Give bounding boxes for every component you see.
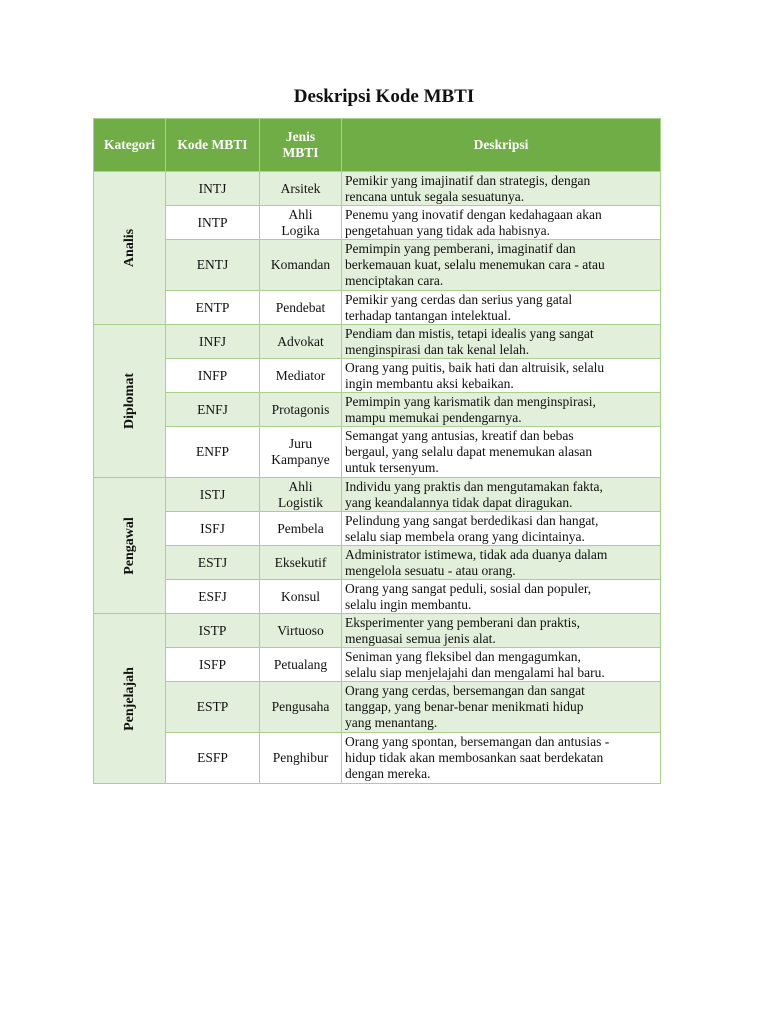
mbti-type-cell (260, 614, 342, 648)
description-line: mampu memukai pendengarnya. (345, 409, 522, 425)
category-cell (94, 172, 166, 325)
header-type-line: MBTI (282, 145, 319, 160)
mbti-code-cell: INFJ (166, 325, 260, 359)
description-line: selalu siap menjelajahi dan mengalami hal baru. (345, 664, 605, 680)
mbti-type-cell (260, 172, 342, 206)
description-cell (342, 240, 661, 291)
mbti-code-cell: ENFJ (166, 393, 260, 427)
mbti-code-cell: ISFJ (166, 512, 260, 546)
mbti-code-cell: INFP (166, 359, 260, 393)
mbti-type-cell (260, 427, 342, 478)
description-line: berkemauan kuat, selalu menemukan cara - atau (345, 257, 605, 272)
table-row (94, 733, 661, 784)
description-line: Pemikir yang imajinatif dan strategis, dengan (345, 172, 591, 188)
description-line: Seniman yang fleksibel dan mengagumkan, (345, 648, 581, 664)
mbti-type-line: Pengusaha (271, 699, 330, 714)
description-line: ingin membantu aksi kebaikan. (345, 375, 514, 391)
description-cell (342, 478, 661, 512)
mbti-type-line: Komandan (270, 257, 331, 272)
category-label: Pengawal (121, 516, 137, 575)
mbti-type-line: Logika (281, 222, 320, 238)
description-line: Orang yang spontan, bersemangan dan antusias - (345, 734, 610, 749)
category-label: Penjelajah (121, 666, 137, 731)
table-row (94, 648, 661, 682)
description-cell (342, 325, 661, 359)
description-line: Administrator istimewa, tidak ada duanya dalam (345, 546, 608, 562)
description-line: Pemikir yang cerdas dan serius yang gatal (345, 291, 573, 307)
table-row (94, 206, 661, 240)
header-category: Kategori (94, 119, 166, 172)
description-line: yang menantang. (345, 715, 438, 730)
category-cell (94, 478, 166, 614)
header-type (260, 119, 342, 172)
mbti-type-line: Logistik (277, 494, 323, 510)
mbti-code-cell: ISFP (166, 648, 260, 682)
mbti-code-cell: ESFP (166, 733, 260, 784)
mbti-code-cell: ENTP (166, 291, 260, 325)
mbti-type-cell (260, 546, 342, 580)
description-cell (342, 512, 661, 546)
description-line: Pemimpin yang pemberani, imaginatif dan (345, 241, 576, 256)
mbti-code-cell: ESTP (166, 682, 260, 733)
mbti-type-line: Mediator (275, 367, 326, 383)
description-line: Orang yang cerdas, bersemangan dan sangat (345, 683, 585, 698)
table-row (94, 393, 661, 427)
mbti-type-line: Advokat (277, 333, 324, 349)
mbti-type-cell (260, 325, 342, 359)
description-cell (342, 733, 661, 784)
description-cell (342, 580, 661, 614)
mbti-type-cell (260, 733, 342, 784)
mbti-type-line: Ahli (288, 478, 313, 494)
mbti-type-line: Juru (288, 436, 313, 451)
mbti-type-line: Petualang (273, 656, 328, 672)
table-row (94, 427, 661, 478)
table-row (94, 325, 661, 359)
mbti-type-cell (260, 512, 342, 546)
mbti-type-cell (260, 682, 342, 733)
mbti-type-line: Virtuoso (277, 622, 324, 638)
description-line: Individu yang praktis dan mengutamakan fakta, (345, 478, 603, 494)
description-line: terhadap tantangan intelektual. (345, 307, 512, 323)
description-cell (342, 359, 661, 393)
description-line: yang keandalannya tidak dapat diragukan. (345, 494, 573, 510)
description-line: menginspirasi dan tak kenal lelah. (345, 341, 530, 357)
description-line: menciptakan cara. (345, 273, 444, 288)
description-cell (342, 546, 661, 580)
description-cell (342, 206, 661, 240)
category-cell (94, 614, 166, 784)
mbti-code-cell: INTJ (166, 172, 260, 206)
description-line: hidup tidak akan membosankan saat berdekatan (345, 750, 604, 765)
description-cell (342, 648, 661, 682)
table-row (94, 682, 661, 733)
description-line: untuk tersenyum. (345, 460, 439, 475)
description-line: rencana untuk segala sesuatunya. (345, 188, 525, 204)
description-line: selalu siap membela orang yang dicintainya. (345, 528, 585, 544)
category-cell (94, 325, 166, 478)
description-line: dengan mereka. (345, 766, 431, 781)
mbti-table (93, 118, 661, 784)
table-header-row (94, 119, 661, 172)
header-code: Kode MBTI (166, 119, 260, 172)
document-title: Deskripsi Kode MBTI (293, 86, 475, 107)
mbti-type-line: Konsul (280, 588, 320, 604)
mbti-code-cell: ESTJ (166, 546, 260, 580)
description-cell (342, 291, 661, 325)
table-row (94, 546, 661, 580)
mbti-type-cell (260, 359, 342, 393)
description-line: Eksperimenter yang pemberani dan praktis, (345, 614, 581, 630)
description-line: menguasai semua jenis alat. (345, 630, 496, 646)
description-cell (342, 614, 661, 648)
mbti-type-line: Eksekutif (274, 554, 327, 570)
mbti-code-cell: ENFP (166, 427, 260, 478)
mbti-code-cell: ESFJ (166, 580, 260, 614)
mbti-type-cell (260, 291, 342, 325)
category-label: Diplomat (121, 373, 137, 429)
mbti-type-line: Pembela (277, 520, 324, 536)
description-line: Orang yang sangat peduli, sosial dan populer, (345, 580, 592, 596)
mbti-type-line: Ahli (288, 206, 313, 222)
table-row (94, 614, 661, 648)
description-line: selalu ingin membantu. (345, 596, 472, 612)
table-row (94, 240, 661, 291)
description-cell (342, 682, 661, 733)
mbti-code-cell: ISTJ (166, 478, 260, 512)
mbti-type-cell (260, 240, 342, 291)
mbti-type-cell (260, 393, 342, 427)
mbti-type-cell (260, 580, 342, 614)
description-cell (342, 172, 661, 206)
table-row (94, 512, 661, 546)
table-row (94, 291, 661, 325)
description-line: pengetahuan yang tidak ada habisnya. (345, 222, 551, 238)
mbti-code-cell: ISTP (166, 614, 260, 648)
description-line: Penemu yang inovatif dengan kedahagaan akan (345, 206, 602, 222)
description-line: Pelindung yang sangat berdedikasi dan hangat, (345, 512, 599, 528)
table-row (94, 172, 661, 206)
description-line: Orang yang puitis, baik hati dan altruisik, selalu (345, 359, 605, 375)
header-description: Deskripsi (342, 119, 661, 172)
description-line: mengelola sesuatu - atau orang. (345, 562, 516, 578)
header-type-line: Jenis (285, 129, 316, 144)
mbti-code-cell: INTP (166, 206, 260, 240)
description-cell (342, 427, 661, 478)
description-line: tanggap, yang benar-benar menikmati hidup (345, 699, 584, 714)
mbti-type-line: Protagonis (271, 401, 330, 417)
table-row (94, 478, 661, 512)
table-body (94, 172, 661, 784)
description-line: bergaul, yang selalu dapat menemukan alasan (345, 444, 593, 459)
mbti-type-cell (260, 206, 342, 240)
mbti-type-line: Kampanye (271, 452, 330, 467)
mbti-type-line: Pendebat (275, 299, 326, 315)
mbti-type-line: Penghibur (272, 750, 329, 765)
description-cell (342, 393, 661, 427)
description-line: Pemimpin yang karismatik dan menginspirasi, (345, 393, 596, 409)
table-row (94, 359, 661, 393)
mbti-code-cell: ENTJ (166, 240, 260, 291)
description-line: Semangat yang antusias, kreatif dan bebas (345, 428, 574, 443)
description-line: Pendiam dan mistis, tetapi idealis yang sangat (345, 325, 594, 341)
mbti-type-cell (260, 478, 342, 512)
mbti-type-line: Arsitek (280, 180, 321, 196)
category-label: Analis (121, 228, 137, 268)
mbti-type-cell (260, 648, 342, 682)
table-row (94, 580, 661, 614)
